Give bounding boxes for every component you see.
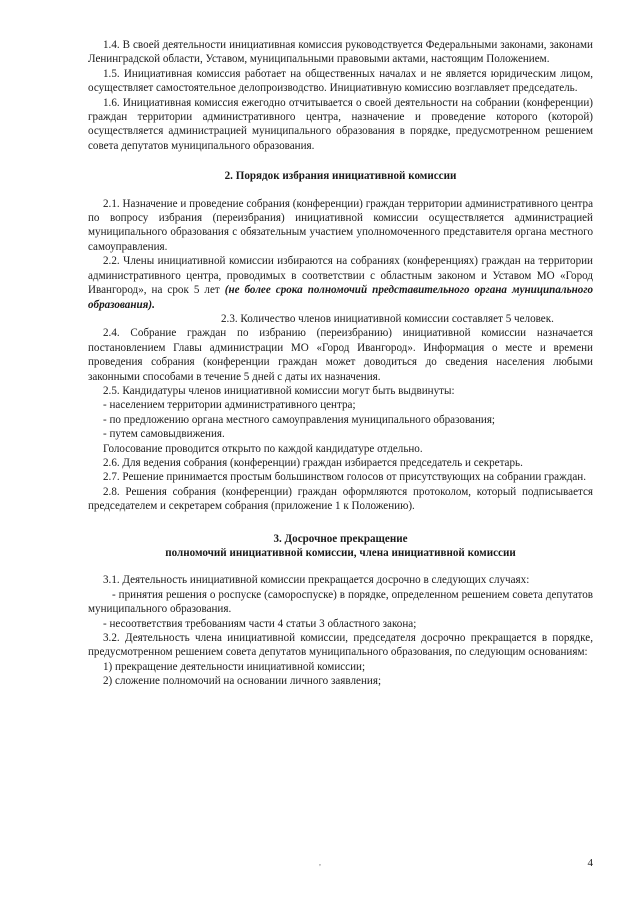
section-3-heading-line-1: 3. Досрочное прекращение bbox=[273, 532, 408, 545]
paragraph-1-5: 1.5. Инициативная комиссия работает на общественных началах и не является юридическим лицом, осуществляет самостоятельное делопроизводство. Инициативную комиссию возглавляет председатель. bbox=[88, 67, 593, 95]
paragraph-2-4: 2.4. Собрание граждан по избранию (переизбранию) инициативной комиссии назначается постановлением Главы администрации МО «Город Ивангород». Информация о месте и времени проведения собрания (конференции граждан может доводиться до сведения населения любыми законными способами в течение 5 дней с даты их назначения. bbox=[88, 327, 593, 383]
document-page bbox=[88, 38, 593, 689]
list-item: - по предложению органа местного самоуправления муниципального образования; bbox=[103, 413, 496, 426]
paragraph-3-2: 3.2. Деятельность члена инициативной комиссии, председателя досрочно прекращается в порядке, предусмотренном решением совета депутатов муниципального образования, по следующим основаниям: bbox=[88, 632, 593, 659]
paragraph-2-7: 2.7. Решение принимается простым большинством голосов от присутствующих на собрании граждан. bbox=[103, 471, 587, 484]
list-item: - принятия решения о роспуске (самороспуске) в порядке, определенном решением совета депутатов муниципального образования. bbox=[88, 588, 593, 616]
paragraph-2-2-text: 2.2. Члены инициативной комиссии избираются на собраниях (конференциях) граждан на территории административного центра, проводимых в соответствии с областным законом и Уставом МО «Город Ивангород», на срок 5 лет bbox=[88, 255, 593, 297]
paragraph-1-4: 1.4. В своей деятельности инициативная комиссия руководствуется Федеральными законами, законами Ленинградской области, Уставом, муниципальными правовыми актами, настоящим Положением. bbox=[88, 39, 593, 66]
paragraph-2-2 bbox=[88, 254, 593, 312]
list-item: - путем самовыдвижения. bbox=[103, 428, 225, 441]
paragraph-2-5: 2.5. Кандидатуры членов инициативной комиссии могут быть выдвинуты: bbox=[103, 384, 455, 397]
list-item: 1) прекращение деятельности инициативной комиссии; bbox=[103, 660, 366, 673]
list-item: 2) сложение полномочий на основании личного заявления; bbox=[103, 675, 382, 688]
section-3-heading-line-2: полномочий инициативной комиссии, члена инициативной комиссии bbox=[165, 547, 516, 559]
paragraph-3-1: 3.1. Деятельность инициативной комиссии прекращается досрочно в следующих случаях: bbox=[103, 574, 530, 587]
paragraph-1-6: 1.6. Инициативная комиссия ежегодно отчитывается о своей деятельности на собрании (конференции) граждан территории административного центра, назначение и проведение которого (которой) осуществляется администрацией муниципального образования в порядке, предусмотренном решением совета депутатов муниципального образования. bbox=[88, 96, 593, 152]
paragraph-2-8: 2.8. Решения собрания (конференции) граждан оформляются протоколом, который подписывается председателем и секретарем собрания (приложение 1 к Положению). bbox=[88, 485, 593, 513]
page-number: 4 bbox=[587, 857, 593, 869]
section-2-heading: 2. Порядок избрания инициативной комиссии bbox=[224, 170, 457, 183]
paragraph-2-2-emphasis: (не более срока полномочий представительного органа муниципального образования). bbox=[88, 284, 593, 311]
scan-speck: , bbox=[319, 858, 321, 867]
list-item: - населением территории административного центра; bbox=[103, 399, 356, 412]
paragraph-2-3: 2.3. Количество членов инициативной комиссии составляет 5 человек. bbox=[221, 312, 554, 325]
paragraph-2-1: 2.1. Назначение и проведение собрания (конференции) граждан территории административного центра по вопросу избрания (переизбрания) инициативной комиссии осуществляется администрацией муниципального образования с обязательным участием уполномоченного представителя органа местного самоуправления. bbox=[88, 197, 593, 253]
list-item: - несоответствия требованиям части 4 статьи 3 областного закона; bbox=[103, 617, 417, 630]
paragraph-2-5-vote: Голосование проводится открыто по каждой кандидатуре отдельно. bbox=[103, 442, 423, 455]
paragraph-2-6: 2.6. Для ведения собрания (конференции) граждан избирается председатель и секретарь. bbox=[103, 456, 523, 469]
